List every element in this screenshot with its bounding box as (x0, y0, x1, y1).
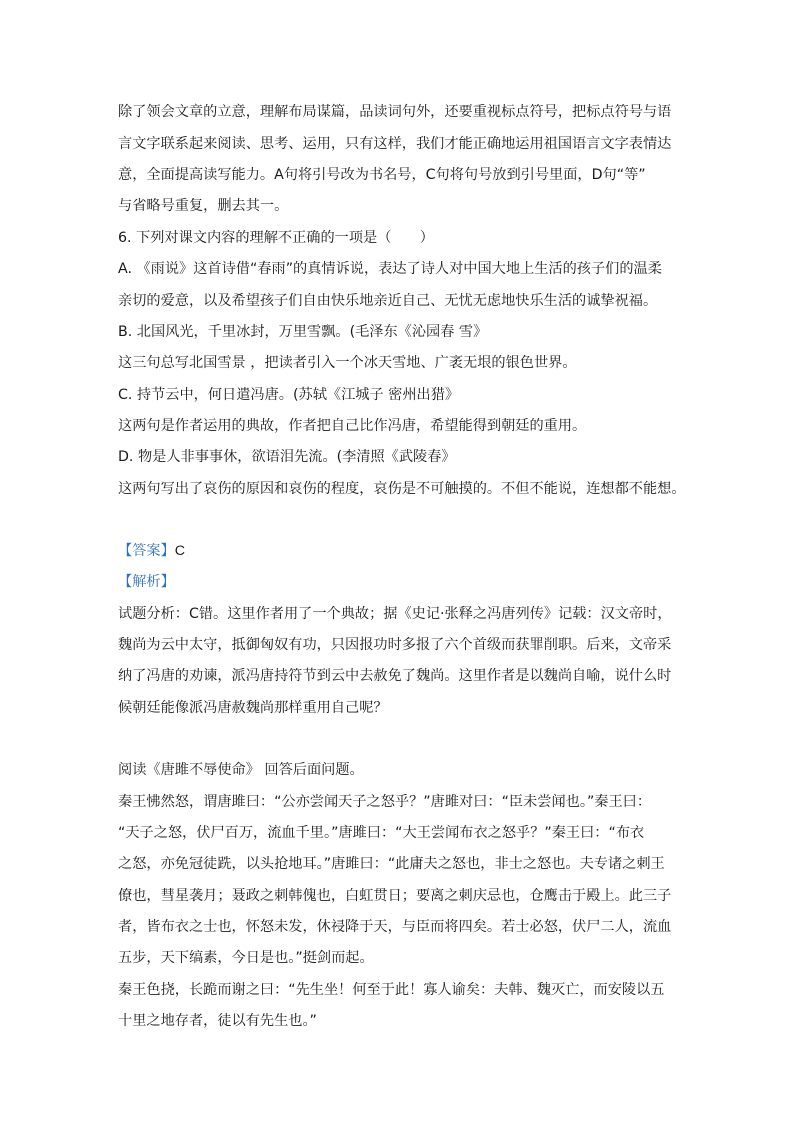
question-6-stem: 6. 下列对课文内容的理解不正确的一项是（ ） (118, 230, 434, 246)
analysis-line-2: 魏尚为云中太守，抵御匈奴有功，只因报功时多报了六个首级而获罪削职。后来，文帝采 (118, 637, 672, 653)
passage-line-1: 秦王怫然怒，谓唐雎曰：“公亦尝闻天子之怒乎？”唐雎对曰：“臣未尝闻也。”秦王曰： (118, 794, 652, 810)
answer-value: C (174, 543, 186, 559)
option-c: C. 持节云中，何日遣冯唐。(苏轼《江城子 密州出猎》 (118, 387, 460, 403)
analysis-line-4: 候朝廷能像派冯唐赦魏尚那样重用自己呢？ (118, 700, 388, 716)
passage-line-4: 僚也，彗星袭月；聂政之刺韩傀也，白虹贯日；要离之刺庆忌也，仓鹰击于殿上。此三子 (118, 888, 672, 904)
analysis-label (118, 572, 175, 592)
intro-line-1: 除了领会文章的立意，理解布局谋篇，品读词句外，还要重视标点符号，把标点符号与语 (118, 104, 672, 120)
intro-line-4: 与省略号重复，删去其一。 (118, 198, 289, 214)
analysis-line-3: 纳了冯唐的劝谏，派冯唐持符节到云中去赦免了魏尚。这里作者是以魏尚自喻，说什么时 (118, 668, 672, 684)
reading-prompt: 阅读《唐雎不辱使命》 回答后面问题。 (118, 762, 364, 778)
option-b-explanation: 这三句总写北国雪景 ，把读者引入一个冰天雪地、广袤无垠的银色世界。 (118, 355, 577, 371)
intro-line-2: 言文字联系起来阅读、思考、运用，只有这样，我们才能正确地运用祖国语言文字表情达 (118, 136, 672, 152)
analysis-label-text: 【解析】 (118, 574, 175, 590)
passage-line-7: 秦王色挠，长跪而谢之曰：“先生坐！何至于此！寡人谕矣：夫韩、魏灭亡，而安陵以五 (118, 982, 665, 998)
passage-line-8: 十里之地存者，徒以有先生也。” (118, 1013, 317, 1029)
intro-line-3: 意，全面提高读写能力。A句将引号改为书名号，C句将句号放到引号里面，D句“等” (118, 167, 646, 183)
passage-line-5: 者，皆布衣之士也，怀怒未发，休祲降于天，与臣而将四矣。若士必怒，伏尸二人，流血 (118, 919, 672, 935)
option-d: D. 物是人非事事休，欲语泪先流。(李清照《武陵春》 (118, 449, 456, 465)
passage-line-6: 五步，天下缟素，今日是也。”挺剑而起。 (118, 950, 374, 966)
analysis-line-1: 试题分析：C错。这里作者用了一个典故；据《史记·张释之冯唐列传》记载：汉文帝时， (118, 606, 672, 622)
answer-label: 【答案】 (118, 543, 175, 559)
answer-row (118, 541, 185, 561)
option-c-explanation: 这两句是作者运用的典故，作者把自己比作冯唐，希望能得到朝廷的重用。 (118, 418, 587, 434)
option-a-line-2: 亲切的爱意，以及希望孩子们自由快乐地亲近自己、无忧无虑地快乐生活的诚挚祝福。 (118, 293, 658, 309)
option-a-line-1: A. 《雨说》这首诗借“春雨”的真情诉说，表达了诗人对中国大地上生活的孩子们的温柔 (118, 261, 662, 277)
passage-line-2: “天子之怒，伏尸百万，流血千里。”唐雎曰：“大王尝闻布衣之怒乎？”秦王曰：“布衣 (118, 825, 645, 841)
option-d-explanation: 这两句写出了哀伤的原因和哀伤的程度，哀伤是不可触摸的。不但不能说，连想都不能想。 (118, 481, 686, 497)
option-b: B. 北国风光，千里冰封，万里雪飘。(毛泽东《沁园春 雪》 (118, 324, 488, 340)
passage-line-3: 之怒，亦免冠徒跣，以头抢地耳。”唐雎曰：“此庸夫之怒也，非士之怒也。夫专诸之刺王 (118, 856, 665, 872)
